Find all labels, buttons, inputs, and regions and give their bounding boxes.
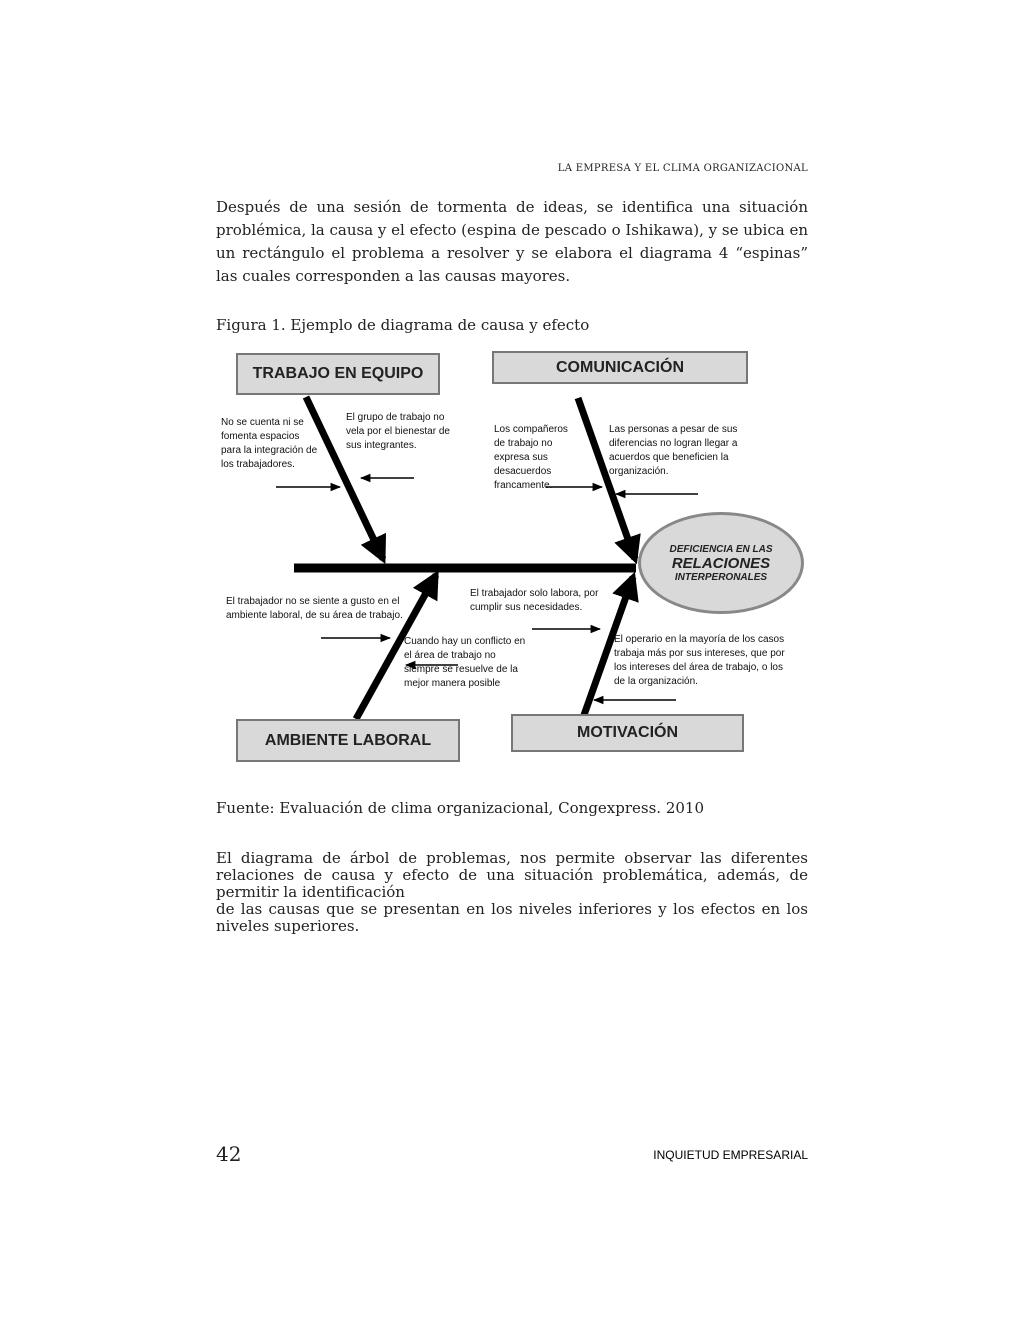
effect-ellipse bbox=[638, 512, 804, 614]
fishbone-diagram bbox=[216, 345, 816, 770]
intro-paragraph: Después de una sesión de tormenta de ideas, se identifica una situación problémica, la causa y el efecto (espina de pescado o Ishikawa), y se ubica en un rectángulo el problema a resolver y se elabora el diagrama 4 “espinas” las cuales corresponden a las causas mayores. bbox=[216, 198, 808, 285]
category-motivacion: MOTIVACIÓN bbox=[511, 714, 744, 752]
note-bl-right: Cuando hay un conflicto en el área de trabajo no siempre se resuelve de la mejor manera posible bbox=[404, 636, 526, 689]
note-br-right: El operario en la mayoría de los casos trabaja más por sus intereses, que por los intereses del área de trabajo, o los de la organización. bbox=[614, 634, 785, 687]
note-bl-left: El trabajador no se siente a gusto en el ambiente laboral, de su área de trabajo. bbox=[226, 596, 403, 621]
note-tr-left: Los compañeros de trabajo no expresa sus desacuerdos francamente. bbox=[494, 424, 568, 491]
category-comunicacion: COMUNICACIÓN bbox=[492, 351, 748, 384]
category-trabajo-en-equipo: TRABAJO EN EQUIPO bbox=[236, 353, 440, 395]
note-tr-right: Las personas a pesar de sus diferencias no logran llegar a acuerdos que beneficien la organización. bbox=[609, 424, 738, 477]
running-header: LA EMPRESA Y EL CLIMA ORGANIZACIONAL bbox=[557, 163, 808, 174]
closing-paragraph-1: El diagrama de árbol de problemas, nos permite observar las diferentes relaciones de causa y efecto de una situación problemática, además, de permitir la identificación bbox=[216, 849, 808, 901]
effect-line-3: INTERPERONALES bbox=[674, 571, 768, 583]
figure-source: Fuente: Evaluación de clima organizacional, Congexpress. 2010 bbox=[216, 799, 705, 817]
closing-paragraph-2: de las causas que se presentan en los niveles inferiores y los efectos en los niveles superiores. bbox=[216, 900, 808, 935]
category-ambiente-laboral: AMBIENTE LABORAL bbox=[236, 719, 460, 762]
figure-caption: Figura 1. Ejemplo de diagrama de causa y efecto bbox=[216, 316, 590, 334]
publication-name: INQUIETUD EMPRESARIAL bbox=[653, 1148, 808, 1162]
note-tl-left: No se cuenta ni se fomenta espacios para la integración de los trabajadores. bbox=[221, 417, 318, 470]
note-br-left: El trabajador solo labora, por cumplir sus necesidades. bbox=[470, 588, 599, 613]
note-tl-right: El grupo de trabajo no vela por el bienestar de sus integrantes. bbox=[346, 412, 450, 451]
effect-line-1: DEFICIENCIA EN LAS bbox=[669, 543, 773, 555]
effect-line-2: RELACIONES bbox=[671, 554, 771, 572]
page-number: 42 bbox=[216, 1142, 242, 1166]
